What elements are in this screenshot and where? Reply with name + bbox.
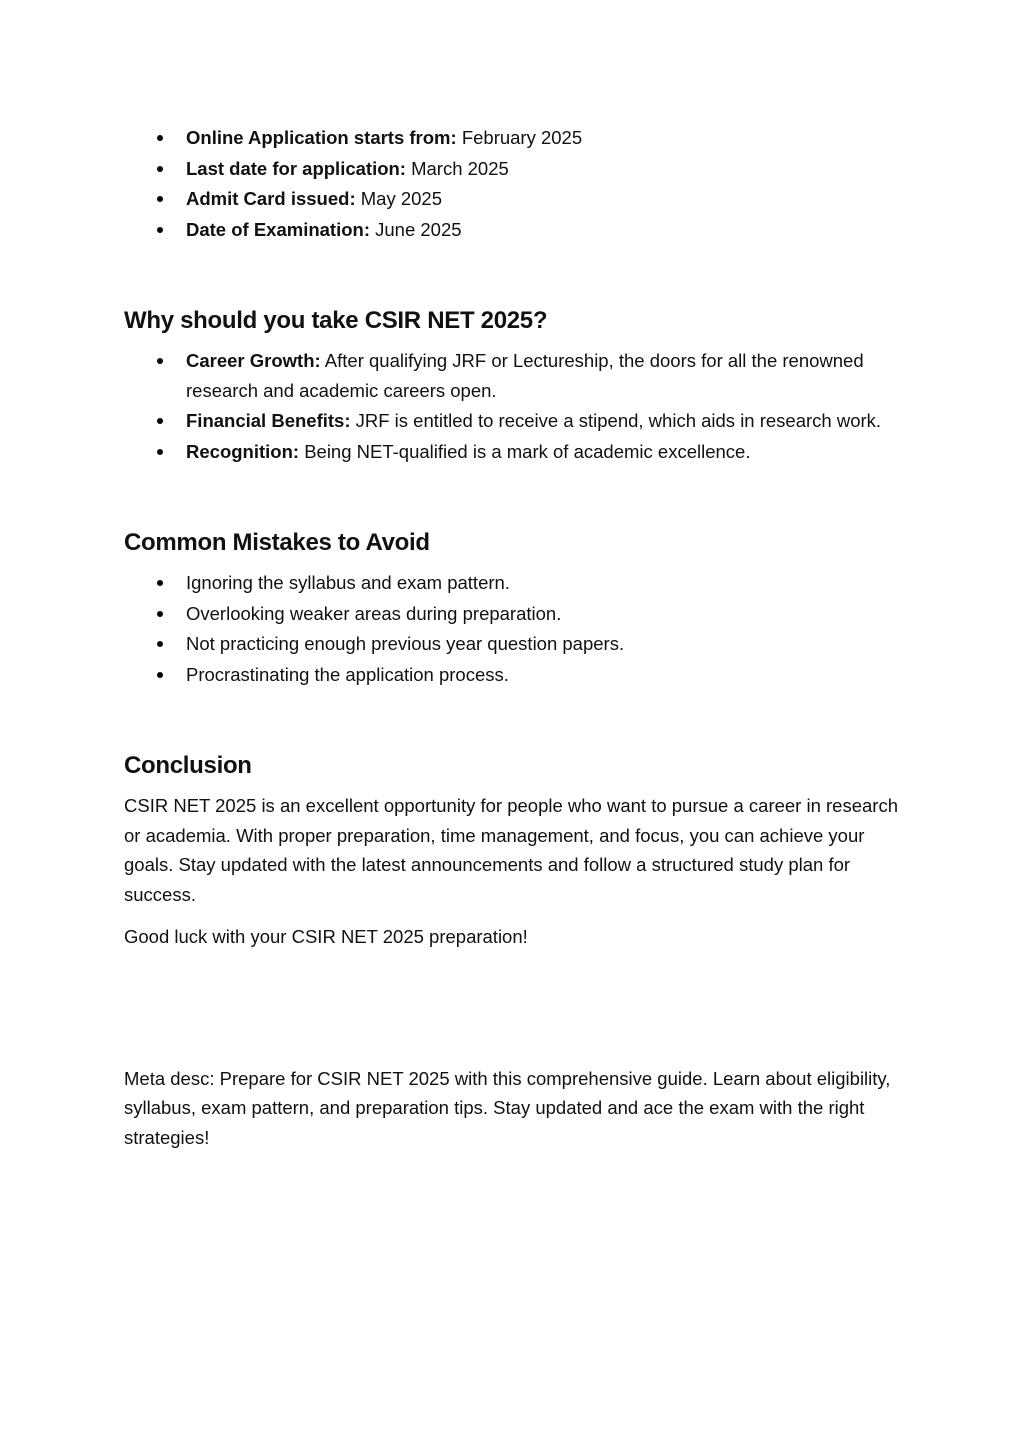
list-item <box>124 184 899 214</box>
meta-description-section <box>124 1064 899 1153</box>
item-label: Career Growth: <box>186 350 321 371</box>
list-item <box>124 437 899 467</box>
list-item: Ignoring the syllabus and exam pattern. <box>124 568 899 598</box>
important-dates-section <box>124 123 899 244</box>
important-dates-list <box>124 123 899 244</box>
list-item: Overlooking weaker areas during preparation. <box>124 599 899 629</box>
date-label: Admit Card issued: <box>186 188 356 209</box>
list-item <box>124 346 899 405</box>
item-text: Being NET-qualified is a mark of academic excellence. <box>304 440 751 462</box>
conclusion-section <box>124 751 899 952</box>
meta-description: Meta desc: Prepare for CSIR NET 2025 with this comprehensive guide. Learn about eligibility, syllabus, exam pattern, and preparation tips. Stay updated and ace the exam with the right strategies! <box>124 1067 891 1148</box>
date-value: May 2025 <box>360 188 442 209</box>
list-item <box>124 154 899 184</box>
conclusion-heading: Conclusion <box>124 752 252 779</box>
date-label: Online Application starts from: <box>186 127 457 148</box>
list-item <box>124 406 899 436</box>
item-label: Recognition: <box>186 440 300 462</box>
mistakes-list <box>124 568 899 689</box>
item-text: JRF is entitled to receive a stipend, which aids in research work. <box>355 410 882 431</box>
date-value: March 2025 <box>411 157 509 179</box>
date-value: February 2025 <box>461 127 583 148</box>
why-list <box>124 346 899 466</box>
item-label: Financial Benefits: <box>186 410 351 431</box>
date-label: Last date for application: <box>186 157 406 179</box>
item-text: After qualifying JRF or Lectureship, the doors for all the renowned research and academic careers open. <box>186 350 864 401</box>
date-value: June 2025 <box>375 218 462 240</box>
list-item <box>124 215 899 245</box>
mistakes-section <box>124 528 899 689</box>
list-item: Not practicing enough previous year question papers. <box>124 629 899 659</box>
conclusion-paragraph: CSIR NET 2025 is an excellent opportunity for people who want to pursue a career in research or academia. With proper preparation, time management, and focus, you can achieve your goals. Stay updated with the latest announcements and follow a structured study plan for success. <box>124 795 899 905</box>
closing-paragraph: Good luck with your CSIR NET 2025 preparation! <box>124 926 528 947</box>
date-label: Date of Examination: <box>186 218 370 240</box>
mistakes-heading: Common Mistakes to Avoid <box>124 529 430 556</box>
list-item <box>124 123 899 153</box>
list-item: Procrastinating the application process. <box>124 660 899 690</box>
document-page <box>124 118 899 1165</box>
why-section <box>124 306 899 466</box>
why-heading: Why should you take CSIR NET 2025? <box>124 307 548 334</box>
